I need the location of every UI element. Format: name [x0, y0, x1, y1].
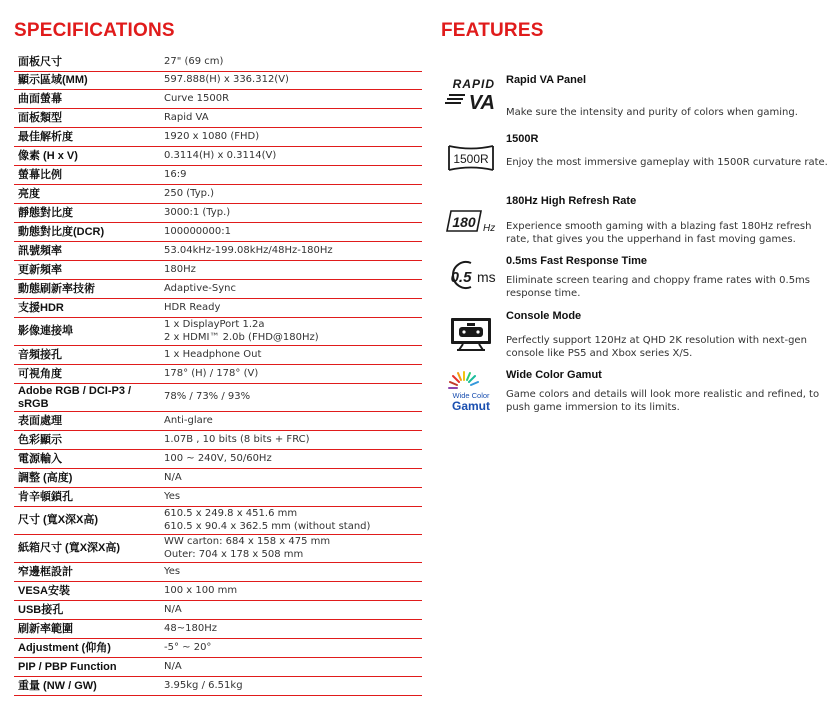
- spec-label: 面板尺寸: [18, 56, 62, 68]
- spec-label: 靜態對比度: [18, 206, 73, 219]
- feature-description: Experience smooth gaming with a blazing fast 180Hz refresh rate, that gives you the upperhand in fast moving games.: [506, 221, 812, 245]
- svg-text:Gamut: Gamut: [451, 399, 491, 412]
- spec-value: 597.888(H) x 336.312(V): [164, 74, 289, 86]
- spec-row: [14, 620, 422, 639]
- spec-value: 1 x Headphone Out: [164, 348, 262, 360]
- spec-row: [14, 346, 422, 365]
- response-time-icon: [441, 258, 501, 292]
- feature-description: Perfectly support 120Hz at QHD 2K resolution with next-gen console like PS5 and Xbox series X/S.: [506, 335, 807, 359]
- feature-title: Rapid VA Panel: [506, 74, 587, 86]
- spec-row: [14, 204, 422, 223]
- spec-row: [14, 639, 422, 658]
- spec-value: Yes: [164, 490, 181, 502]
- svg-text:RAPID: RAPID: [452, 77, 495, 91]
- spec-value: Curve 1500R: [164, 92, 230, 104]
- spec-label: 更新頻率: [18, 263, 62, 276]
- spec-row: [14, 535, 422, 563]
- console-mode-icon: [441, 316, 501, 352]
- spec-label: 可視角度: [18, 367, 62, 380]
- feature-title: 0.5ms Fast Response Time: [506, 255, 648, 267]
- spec-value: 78% / 73% / 93%: [164, 391, 251, 403]
- spec-value: 250 (Typ.): [164, 187, 215, 199]
- spec-row: [14, 242, 422, 261]
- spec-value: 100 ~ 240V, 50/60Hz: [164, 452, 272, 464]
- spec-label: 表面處理: [18, 414, 62, 427]
- spec-label: 肯辛頓鎖孔: [18, 490, 73, 503]
- spec-label: 支援HDR: [18, 301, 64, 314]
- spec-row: [14, 223, 422, 242]
- feature-description: Make sure the intensity and purity of colors when gaming.: [506, 107, 798, 118]
- feature-description: Game colors and details will look more realistic and refined, to push game immersion to its limits.: [506, 389, 820, 413]
- feature-title: 1500R: [506, 133, 539, 145]
- spec-label: VESA安裝: [18, 584, 70, 597]
- spec-label: 動態對比度(DCR): [18, 225, 105, 238]
- spec-row: [14, 261, 422, 280]
- spec-label: 螢幕比例: [18, 168, 62, 181]
- spec-label: 訊號頻率: [18, 244, 62, 257]
- spec-value: Rapid VA: [164, 111, 209, 123]
- spec-row: [14, 280, 422, 299]
- svg-text:0.5: 0.5: [450, 269, 472, 286]
- spec-row: [14, 54, 422, 72]
- spec-value: 1 x DisplayPort 1.2a 2 x HDMI™ 2.0b (FHD@180Hz): [164, 319, 319, 343]
- spec-row: [14, 601, 422, 620]
- spec-value: 100000000:1: [164, 225, 231, 237]
- spec-row: [14, 109, 422, 128]
- svg-text:Wide Color: Wide Color: [452, 391, 490, 400]
- spec-value: N/A: [164, 471, 182, 483]
- spec-label: 調整 (高度): [18, 471, 73, 484]
- specifications-heading: SPECIFICATIONS: [14, 20, 175, 41]
- spec-row: [14, 431, 422, 450]
- rapid-va-icon: [441, 74, 501, 112]
- spec-row: [14, 299, 422, 318]
- spec-label: 顯示區域(MM): [18, 74, 88, 86]
- feature-title: Wide Color Gamut: [506, 369, 602, 381]
- spec-label: 動態刷新率技術: [18, 282, 95, 295]
- svg-text:180: 180: [452, 214, 476, 230]
- spec-row: [14, 147, 422, 166]
- spec-label: 最佳解析度: [18, 130, 73, 143]
- spec-row: [14, 563, 422, 582]
- spec-row: [14, 412, 422, 431]
- spec-label: 像素 (H x V): [18, 149, 78, 162]
- spec-label: 重量 (NW / GW): [18, 679, 97, 692]
- feature-description: Eliminate screen tearing and choppy frame rates with 0.5ms response time.: [506, 275, 811, 299]
- curvature-1500r-icon: [441, 142, 501, 174]
- spec-row: [14, 582, 422, 601]
- spec-value: 27" (69 cm): [164, 56, 224, 68]
- spec-label: 窄邊框設計: [18, 565, 73, 578]
- spec-value: Anti-glare: [164, 414, 213, 426]
- spec-label: 色彩顯示: [18, 433, 62, 446]
- spec-value: 1920 x 1080 (FHD): [164, 130, 260, 142]
- spec-value: WW carton: 684 x 158 x 475 mm Outer: 704 x 178 x 508 mm: [164, 536, 331, 560]
- spec-label: 音頻接孔: [18, 348, 62, 361]
- feature-title: 180Hz High Refresh Rate: [506, 195, 637, 207]
- spec-row: [14, 185, 422, 204]
- spec-label: 尺寸 (寬X深X高): [18, 514, 99, 526]
- spec-label: 刷新率範圍: [18, 622, 73, 635]
- spec-value: 53.04kHz-199.08kHz/48Hz-180Hz: [164, 244, 333, 256]
- spec-row: [14, 450, 422, 469]
- spec-row: [14, 72, 422, 90]
- svg-text:VA: VA: [468, 92, 495, 111]
- spec-value: 48~180Hz: [164, 622, 217, 634]
- spec-row: [14, 365, 422, 384]
- spec-value: N/A: [164, 660, 182, 672]
- spec-row: [14, 658, 422, 677]
- svg-text:Hz: Hz: [483, 223, 496, 234]
- spec-label: 電源輸入: [18, 452, 62, 465]
- feature-title: Console Mode: [506, 310, 582, 322]
- spec-label: USB接孔: [18, 603, 64, 616]
- spec-row: [14, 677, 422, 696]
- spec-label: 紙箱尺寸 (寬X深X高): [18, 542, 121, 554]
- spec-row: [14, 128, 422, 147]
- spec-value: HDR Ready: [164, 301, 221, 313]
- spec-value: 610.5 x 249.8 x 451.6 mm 610.5 x 90.4 x 362.5 mm (without stand): [164, 508, 371, 532]
- svg-text:ms: ms: [477, 269, 496, 285]
- spec-label: Adobe RGB / DCI-P3 / sRGB: [18, 384, 132, 410]
- svg-text:1500R: 1500R: [453, 152, 489, 166]
- spec-value: 0.3114(H) x 0.3114(V): [164, 149, 277, 161]
- specifications-table: [14, 54, 422, 696]
- spec-value: N/A: [164, 603, 182, 615]
- spec-row: [14, 384, 422, 412]
- spec-value: 3.95kg / 6.51kg: [164, 679, 243, 691]
- spec-label: 亮度: [18, 187, 40, 200]
- spec-label: 影像連接埠: [18, 325, 73, 337]
- spec-value: Yes: [164, 565, 181, 577]
- features-heading: FEATURES: [441, 20, 544, 41]
- spec-value: 100 x 100 mm: [164, 584, 238, 596]
- spec-value: Adaptive-Sync: [164, 282, 236, 294]
- spec-value: 3000:1 (Typ.): [164, 206, 231, 218]
- spec-row: [14, 469, 422, 488]
- spec-row: [14, 90, 422, 109]
- spec-label: Adjustment (仰角): [18, 641, 111, 654]
- wide-color-gamut-icon: [441, 370, 501, 412]
- spec-row: [14, 488, 422, 507]
- feature-description: Enjoy the most immersive gameplay with 1500R curvature rate.: [506, 157, 828, 168]
- spec-value: 1.07B , 10 bits (8 bits + FRC): [164, 433, 310, 445]
- spec-value: -5° ~ 20°: [164, 641, 212, 653]
- spec-row: [14, 166, 422, 185]
- spec-row: [14, 507, 422, 535]
- spec-value: 180Hz: [164, 263, 196, 275]
- spec-row: [14, 318, 422, 346]
- spec-label: 曲面螢幕: [18, 92, 62, 105]
- refresh-180hz-icon: [441, 206, 501, 236]
- spec-label: PIP / PBP Function: [18, 660, 117, 673]
- spec-label: 面板類型: [18, 111, 62, 124]
- spec-value: 16:9: [164, 168, 187, 180]
- spec-value: 178° (H) / 178° (V): [164, 367, 259, 379]
